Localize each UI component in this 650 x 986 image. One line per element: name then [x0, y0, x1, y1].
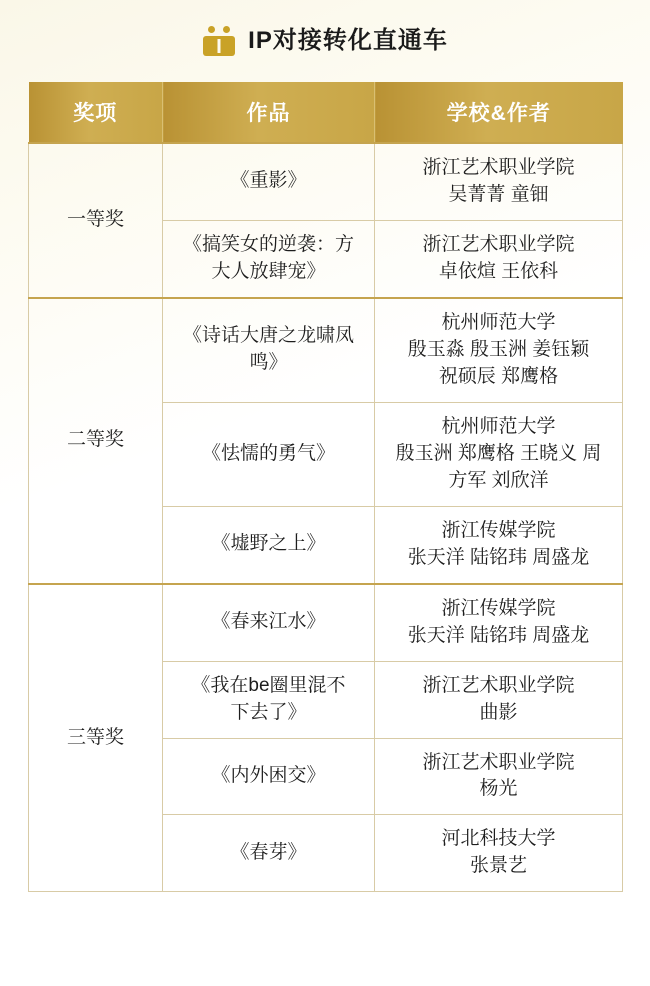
column-header-author: 学校&作者 [375, 82, 623, 143]
work-title-line: 《春来江水》 [211, 611, 326, 633]
school-author-line: 河北科技大学 [441, 828, 556, 850]
school-author-line: 杭州师范大学 [441, 311, 556, 333]
work-title-line: 鸣》 [249, 352, 288, 374]
school-author-cell [375, 143, 623, 220]
school-author-line: 卓依煊 王依科 [438, 260, 559, 282]
school-author-line: 曲影 [479, 701, 518, 723]
school-author-cell [375, 661, 623, 738]
table-body [29, 143, 623, 892]
school-author-line: 殷玉淼 殷玉洲 姜钰颖 [407, 338, 590, 360]
school-author-cell [375, 506, 623, 583]
school-author-cell [375, 815, 623, 892]
table-row [29, 584, 623, 661]
school-author-line: 浙江艺术职业学院 [422, 674, 575, 696]
school-author-line: 浙江艺术职业学院 [422, 157, 575, 178]
school-author-line: 张景艺 [469, 855, 527, 877]
work-title-line: 《内外困交》 [211, 764, 326, 786]
work-title-line: 《春芽》 [230, 841, 307, 863]
column-header-work: 作品 [163, 82, 375, 143]
work-title-cell [163, 738, 375, 815]
school-author-line: 浙江传媒学院 [441, 597, 556, 619]
clapperboard-icon [202, 25, 236, 59]
award-table [28, 82, 623, 892]
work-title-cell [163, 298, 375, 402]
school-author-line: 祝硕辰 郑鹰格 [438, 365, 559, 387]
table-header [29, 82, 623, 143]
school-author-line: 杭州师范大学 [441, 415, 556, 437]
school-author-line: 浙江传媒学院 [441, 519, 556, 541]
award-level-cell: 一等奖 [29, 143, 163, 298]
award-table-container [28, 82, 622, 892]
work-title-line: 下去了》 [230, 701, 307, 723]
work-title-cell [163, 220, 375, 297]
work-title-cell [163, 584, 375, 661]
work-title-line: 《诗话大唐之龙啸凤 [182, 325, 354, 347]
work-title-cell [163, 661, 375, 738]
school-author-line: 张天洋 陆铭玮 周盛龙 [407, 624, 590, 646]
award-level-cell: 三等奖 [29, 584, 163, 892]
work-title-cell [163, 143, 375, 220]
work-title-line: 大人放肆宠》 [211, 260, 326, 282]
work-title-line: 《我在be圈里混不 [191, 674, 346, 696]
work-title-line: 《重影》 [230, 170, 307, 192]
school-author-line: 浙江艺术职业学院 [422, 233, 575, 255]
school-author-line: 杨光 [479, 778, 518, 800]
school-author-line: 方军 刘欣洋 [448, 469, 549, 491]
school-author-cell [375, 298, 623, 402]
school-author-line: 殷玉洲 郑鹰格 王晓义 周 [395, 442, 602, 464]
school-author-cell [375, 402, 623, 506]
school-author-line: 吴菁菁 童钿 [448, 183, 549, 205]
table-row [29, 143, 623, 220]
work-title-line: 《搞笑女的逆袭：方 [182, 233, 354, 255]
school-author-cell [375, 584, 623, 661]
school-author-line: 浙江艺术职业学院 [422, 751, 575, 773]
award-level-cell: 二等奖 [29, 298, 163, 584]
work-title-line: 《怯懦的勇气》 [201, 442, 335, 464]
work-title-cell [163, 402, 375, 506]
page-title: IP对接转化直通车 [248, 27, 448, 54]
school-author-line: 张天洋 陆铭玮 周盛龙 [407, 546, 590, 568]
school-author-cell [375, 738, 623, 815]
table-row [29, 298, 623, 402]
table-header-row [29, 82, 623, 143]
work-title-cell [163, 815, 375, 892]
page-header [0, 0, 650, 56]
work-title-cell [163, 506, 375, 583]
work-title-line: 《墟野之上》 [211, 533, 326, 555]
school-author-cell [375, 220, 623, 297]
column-header-award: 奖项 [29, 82, 163, 143]
